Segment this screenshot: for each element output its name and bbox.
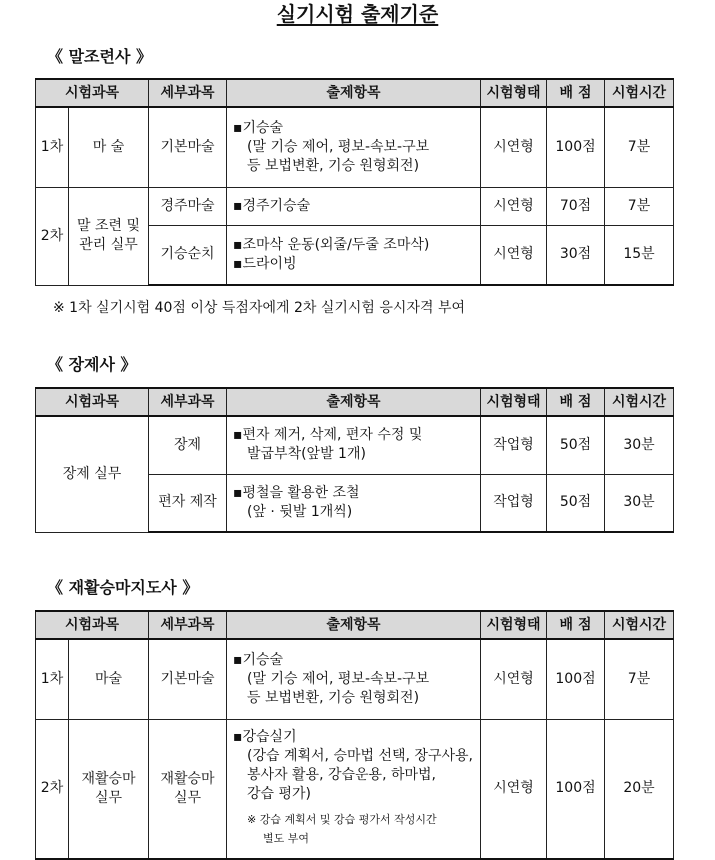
items-cell — [227, 225, 481, 285]
item-line: 강습 평가) — [247, 785, 312, 802]
type-cell: 시연형 — [481, 107, 547, 187]
item-line: ▪강습실기 — [233, 728, 297, 745]
header-cell: 시험과목 — [36, 388, 149, 416]
footnote: ※ 1차 실기시험 40점 이상 득점자에게 2차 실기시험 응시자격 부여 — [53, 300, 465, 316]
detail-cell: 재활승마 실무 — [149, 719, 227, 859]
header-cell: 시험시간 — [605, 388, 674, 416]
score-cell: 100점 — [547, 719, 605, 859]
item-line: 발굽부착(앞발 1개) — [247, 446, 366, 463]
detail-cell: 경주마술 — [149, 187, 227, 225]
score-cell: 50점 — [547, 474, 605, 532]
detail-cell: 기본마술 — [149, 639, 227, 719]
subject-cell: 장제 실무 — [36, 416, 149, 532]
header-cell: 시험과목 — [36, 611, 149, 639]
time-cell: 15분 — [605, 225, 674, 285]
item-line: (강습 계획서, 승마법 선택, 장구사용, — [247, 747, 473, 764]
header-cell: 시험형태 — [481, 388, 547, 416]
type-cell: 작업형 — [481, 416, 547, 474]
time-cell: 7분 — [605, 639, 674, 719]
item-line: ▪조마삭 운동(외줄/두줄 조마삭) — [233, 236, 430, 253]
score-cell: 70점 — [547, 187, 605, 225]
table-header-row — [36, 611, 674, 639]
type-cell: 시연형 — [481, 639, 547, 719]
header-cell: 출제항목 — [227, 611, 481, 639]
header-cell: 시험형태 — [481, 79, 547, 107]
table-row — [36, 639, 674, 719]
exam-table — [35, 78, 674, 286]
header-cell: 세부과목 — [149, 388, 227, 416]
header-cell: 출제항목 — [227, 79, 481, 107]
item-line: ▪드라이빙 — [233, 255, 297, 272]
round-cell: 1차 — [36, 107, 69, 187]
detail-cell: 기승순치 — [149, 225, 227, 285]
item-line: (말 기승 제어, 평보-속보-구보 — [247, 138, 430, 155]
section-title: 《 재활승마지도사 》 — [47, 578, 199, 597]
item-line: (앞 · 뒷발 1개씩) — [247, 503, 353, 520]
header-cell: 시험시간 — [605, 611, 674, 639]
detail-cell: 편자 제작 — [149, 474, 227, 532]
items-cell — [227, 187, 481, 225]
time-cell: 7분 — [605, 187, 674, 225]
round-cell: 2차 — [36, 719, 69, 859]
type-cell: 작업형 — [481, 474, 547, 532]
subject-cell: 마 술 — [69, 107, 149, 187]
header-cell: 시험시간 — [605, 79, 674, 107]
time-cell: 7분 — [605, 107, 674, 187]
table-row — [36, 187, 674, 225]
item-line: 등 보법변환, 기승 원형회전) — [247, 157, 420, 174]
item-line: 등 보법변환, 기승 원형회전) — [247, 689, 420, 706]
round-cell: 1차 — [36, 639, 69, 719]
header-cell: 출제항목 — [227, 388, 481, 416]
item-line: ▪편자 제거, 삭제, 편자 수정 및 — [233, 427, 423, 444]
table-row — [36, 719, 674, 859]
header-cell: 배 점 — [547, 611, 605, 639]
items-cell — [227, 719, 481, 859]
detail-cell: 장제 — [149, 416, 227, 474]
header-cell: 세부과목 — [149, 611, 227, 639]
item-line: 봉사자 활용, 강습운용, 하마법, — [247, 766, 437, 783]
item-line: ▪기승술 — [233, 651, 284, 668]
header-cell: 시험과목 — [36, 79, 149, 107]
item-line: ▪평철을 활용한 조철 — [233, 484, 360, 501]
table-header-row — [36, 79, 674, 107]
header-cell: 배 점 — [547, 388, 605, 416]
time-cell: 30분 — [605, 474, 674, 532]
type-cell: 시연형 — [481, 719, 547, 859]
items-cell — [227, 416, 481, 474]
round-cell: 2차 — [36, 187, 69, 285]
subject-cell: 마술 — [69, 639, 149, 719]
exam-table — [35, 610, 674, 860]
header-cell: 배 점 — [547, 79, 605, 107]
subject-cell: 재활승마 실무 — [69, 719, 149, 859]
table-row — [36, 416, 674, 474]
header-cell: 세부과목 — [149, 79, 227, 107]
items-cell — [227, 107, 481, 187]
score-cell: 100점 — [547, 639, 605, 719]
score-cell: 50점 — [547, 416, 605, 474]
type-cell: 시연형 — [481, 225, 547, 285]
exam-table — [35, 387, 674, 533]
section-title: 《 말조련사 》 — [47, 47, 152, 66]
item-line: ▪기승술 — [233, 119, 284, 136]
items-cell — [227, 639, 481, 719]
time-cell: 30분 — [605, 416, 674, 474]
table-header-row — [36, 388, 674, 416]
subject-cell: 말 조련 및 관리 실무 — [69, 187, 149, 285]
sub-note: 별도 부여 — [263, 831, 310, 845]
item-line: (말 기승 제어, 평보-속보-구보 — [247, 670, 430, 687]
detail-cell: 기본마술 — [149, 107, 227, 187]
items-cell — [227, 474, 481, 532]
score-cell: 100점 — [547, 107, 605, 187]
score-cell: 30점 — [547, 225, 605, 285]
time-cell: 20분 — [605, 719, 674, 859]
sub-note: ※ 강습 계획서 및 강습 평가서 작성시간 — [247, 812, 437, 826]
type-cell: 시연형 — [481, 187, 547, 225]
section-title: 《 장제사 》 — [47, 355, 137, 374]
item-line: ▪경주기승술 — [233, 197, 311, 214]
page-title: 실기시험 출제기준 — [276, 2, 439, 26]
table-row — [36, 107, 674, 187]
header-cell: 시험형태 — [481, 611, 547, 639]
